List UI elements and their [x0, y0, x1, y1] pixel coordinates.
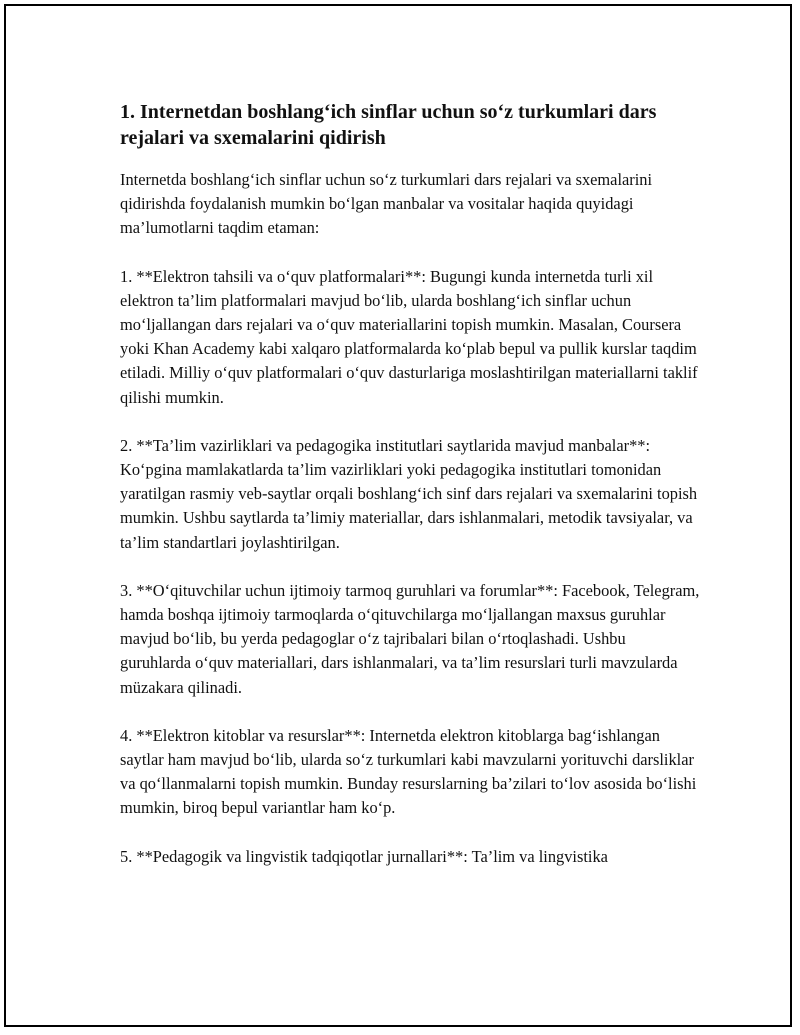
paragraph-item-2: 2. **Ta’lim vazirliklari va pedagogika institutlari saytlarida mavjud manbalar**: Ko‘pgina mamlakatlarda ta’lim vazirliklari yoki pedagogika institutlari tomonidan yaratilgan rasmiy veb-saytlar orqali boshlang‘ich sinf dars rejalari va sxemalarini topish mumkin. Ushbu saytlarda ta’limiy materiallar, dars ishlanmalari, metodik tavsiyalar, va ta’lim standartlari joylashtirilgan.: [120, 435, 698, 552]
paragraph-item-3: 3. **O‘qituvchilar uchun ijtimoiy tarmoq guruhlari va forumlar**: Facebook, Telegram, hamda boshqa ijtimoiy tarmoqlarda o‘qituvchilarga mo‘ljallangan maxsus guruhlar mavjud bo‘lib, bu yerda pedagoglar o‘z tajribalari bilan o‘rtoqlashadi. Ushbu guruhlarda o‘quv materiallari, dars ishlanmalari, va ta’lim resurslari turli mavzularda müzakara qilinadi.: [120, 580, 700, 697]
document-body: [120, 99, 700, 893]
document-page: [4, 4, 792, 1027]
document-title: 1. Internetdan boshlang‘ich sinflar uchun so‘z turkumlari dars rejalari va sxemalarini qidirish: [120, 101, 657, 149]
paragraph-item-5: 5. **Pedagogik va lingvistik tadqiqotlar jurnallari**: Ta’lim va lingvistika: [120, 846, 608, 866]
intro-paragraph: Internetda boshlang‘ich sinflar uchun so‘z turkumlari dars rejalari va sxemalarini qidirishda foydalanish mumkin bo‘lgan manbalar va vositalar haqida quyidagi ma’lumotlarni taqdim etaman:: [120, 170, 653, 238]
paragraph-item-1: 1. **Elektron tahsili va o‘quv platformalari**: Bugungi kunda internetda turli xil elektron ta’lim platformalari mavjud bo‘lib, ularda boshlang‘ich sinflar uchun mo‘ljallangan dars rejalari va o‘quv materiallarini topish mumkin. Masalan, Coursera yoki Khan Academy kabi xalqaro platformalarda ko‘plab bepul va pullik kurslar taqdim etiladi. Milliy o‘quv platformalari o‘quv dasturlariga moslashtirilgan materiallarni taklif qilishi mumkin.: [120, 266, 698, 407]
paragraph-item-4: 4. **Elektron kitoblar va resurslar**: Internetda elektron kitoblarga bag‘ishlangan saytlar ham mavjud bo‘lib, ularda so‘z turkumlari kabi mavzularni yorituvchi darsliklar va qo‘llanmalarni topish mumkin. Bunday resurslarning ba’zilari to‘lov asosida bo‘lishi mumkin, biroq bepul variantlar ham ko‘p.: [120, 725, 697, 818]
